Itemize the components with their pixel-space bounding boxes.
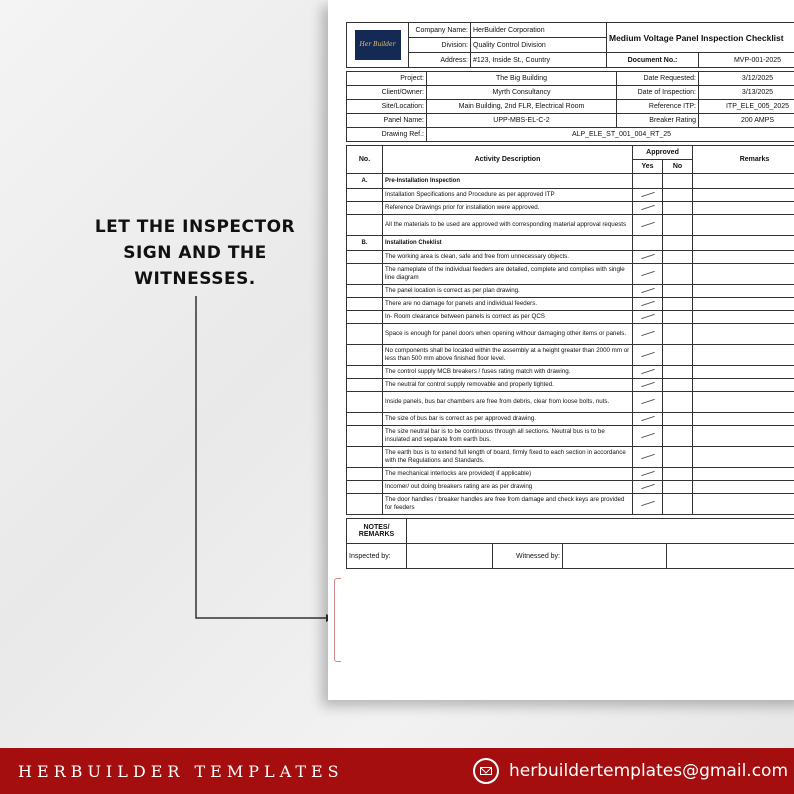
col-remarks-header: Remarks	[693, 146, 794, 174]
reference-itp-value: ITP_ELE_005_2025	[699, 100, 794, 114]
activity-description: The mechanical interlocks are provided( if applicable)	[383, 468, 633, 481]
check-mark-icon	[641, 483, 655, 489]
remarks-cell[interactable]	[693, 298, 794, 311]
annotation-line-3: WITNESSES.	[134, 269, 256, 289]
remarks-cell[interactable]	[693, 311, 794, 324]
row-number	[347, 426, 383, 447]
approved-no-cell[interactable]	[663, 324, 693, 345]
approved-yes-cell[interactable]	[633, 311, 663, 324]
remarks-cell[interactable]	[693, 413, 794, 426]
table-row	[347, 189, 794, 202]
document-title: Medium Voltage Panel Inspection Checklist	[607, 23, 794, 53]
check-mark-icon	[641, 351, 655, 357]
activity-description: The size neutral bar is to be continuous through all sections. Neutral bus is to be insulated and separate from earth bus.	[383, 426, 633, 447]
activity-description: The size of bus bar is correct as per approved drawing.	[383, 413, 633, 426]
activity-description: There are no damage for panels and individual feeders.	[383, 298, 633, 311]
table-row	[347, 494, 794, 515]
approved-yes-cell[interactable]	[633, 298, 663, 311]
section-row	[347, 236, 794, 251]
table-row	[347, 215, 794, 236]
inspected-by-signature[interactable]	[407, 544, 493, 569]
notes-field[interactable]	[407, 519, 794, 544]
remarks-cell[interactable]	[693, 264, 794, 285]
activity-description: All the materials to be used are approved with corresponding material approval requests	[383, 215, 633, 236]
table-row	[347, 379, 794, 392]
table-row	[347, 481, 794, 494]
activity-description: The working area is clean, safe and free from unnecessary objects.	[383, 251, 633, 264]
approved-yes-cell[interactable]	[633, 366, 663, 379]
approved-no-cell[interactable]	[663, 298, 693, 311]
info-table	[346, 71, 794, 142]
remarks-cell[interactable]	[693, 379, 794, 392]
date-inspection-label: Date of Inspection:	[617, 86, 699, 100]
table-row	[347, 392, 794, 413]
docno-label: Document No.:	[607, 53, 699, 68]
approved-no-cell[interactable]	[663, 215, 693, 236]
site-value: Main Building, 2nd FLR, Electrical Room	[427, 100, 617, 114]
check-mark-icon	[641, 270, 655, 276]
check-mark-icon	[641, 368, 655, 374]
activity-description: Reference Drawings prior for installation were approved.	[383, 202, 633, 215]
section-number: B.	[347, 236, 383, 251]
check-mark-icon	[641, 500, 655, 506]
panel-label: Panel Name:	[347, 114, 427, 128]
row-number	[347, 215, 383, 236]
row-number	[347, 298, 383, 311]
mail-icon	[473, 758, 499, 784]
activity-description: The door handles / breaker handles are free from damage and check keys are provided for feeders	[383, 494, 633, 515]
col-activity-header: Activity Description	[383, 146, 633, 174]
email-address[interactable]: herbuildertemplates@gmail.com	[509, 761, 788, 781]
remarks-cell[interactable]	[693, 345, 794, 366]
panel-value: UPP-MBS-EL-C-2	[427, 114, 617, 128]
check-mark-icon	[641, 381, 655, 387]
footer-table	[346, 518, 794, 569]
client-value: Myrth Consultancy	[427, 86, 617, 100]
remarks-cell[interactable]	[693, 426, 794, 447]
approved-yes-cell[interactable]	[633, 481, 663, 494]
approved-yes-cell[interactable]	[633, 215, 663, 236]
witnessed-by-signature[interactable]	[563, 544, 667, 569]
section-number: A.	[347, 174, 383, 189]
drawing-value: ALP_ELE_ST_001_004_RT_25	[427, 128, 794, 142]
approved-yes-cell[interactable]	[633, 379, 663, 392]
activity-description: Space is enough for panel doors when opening withour damaging other items or panels.	[383, 324, 633, 345]
approved-yes-cell[interactable]	[633, 392, 663, 413]
remarks-cell[interactable]	[693, 324, 794, 345]
drawing-label: Drawing Ref.:	[347, 128, 427, 142]
approved-no-cell[interactable]	[663, 189, 693, 202]
table-row	[347, 324, 794, 345]
table-row	[347, 366, 794, 379]
row-number	[347, 189, 383, 202]
row-number	[347, 264, 383, 285]
check-mark-icon	[641, 453, 655, 459]
section-empty-cell	[663, 174, 693, 189]
activity-description: In- Room clearance between panels is correct as per QCS	[383, 311, 633, 324]
approved-yes-cell[interactable]	[633, 426, 663, 447]
remarks-cell[interactable]	[693, 366, 794, 379]
breaker-value: 200 AMPS	[699, 114, 794, 128]
remarks-cell[interactable]	[693, 202, 794, 215]
activity-description: Installation Specifications and Procedure as per approved ITP	[383, 189, 633, 202]
check-mark-icon	[641, 191, 655, 197]
annotation-line-1: LET THE INSPECTOR	[94, 217, 296, 237]
row-number	[347, 379, 383, 392]
approved-no-cell[interactable]	[663, 311, 693, 324]
table-row	[347, 447, 794, 468]
approved-yes-cell[interactable]	[633, 494, 663, 515]
remarks-cell[interactable]	[693, 494, 794, 515]
section-empty-cell	[693, 236, 794, 251]
logo-cell	[347, 23, 409, 68]
approved-no-cell[interactable]	[663, 285, 693, 298]
annotation-line-2: SIGN AND THE	[123, 243, 267, 263]
row-number	[347, 481, 383, 494]
approved-no-cell[interactable]	[663, 447, 693, 468]
row-number	[347, 494, 383, 515]
header-table	[346, 22, 794, 68]
table-row	[347, 264, 794, 285]
approved-no-cell[interactable]	[663, 481, 693, 494]
section-title: Pre-Installation Inspection	[383, 174, 633, 189]
approved-no-cell[interactable]	[663, 202, 693, 215]
activity-description: The control supply MCB breakers / fuses rating match with drawing.	[383, 366, 633, 379]
approved-yes-cell[interactable]	[633, 413, 663, 426]
activity-description: Incomer/ out doing breakers rating are as per drawing	[383, 481, 633, 494]
table-row	[347, 345, 794, 366]
checklist-sheet	[328, 0, 794, 700]
table-row	[347, 413, 794, 426]
table-row	[347, 311, 794, 324]
company-value: HerBuilder Corporation	[471, 23, 607, 38]
date-requested-label: Date Requested:	[617, 72, 699, 86]
activity-description: Inside panels, bus bar chambers are free from debris, clear from loose bolts, nuts.	[383, 392, 633, 413]
witness-extra-field[interactable]	[667, 544, 794, 569]
footer-bracket	[334, 578, 341, 662]
row-number	[347, 311, 383, 324]
row-number	[347, 366, 383, 379]
approved-no-cell[interactable]	[663, 345, 693, 366]
email-contact[interactable]	[473, 758, 788, 784]
check-mark-icon	[641, 415, 655, 421]
remarks-cell[interactable]	[693, 392, 794, 413]
row-number	[347, 392, 383, 413]
col-no2-header: No	[663, 160, 693, 174]
section-empty-cell	[633, 236, 663, 251]
brand-name: HERBUILDER TEMPLATES	[18, 761, 344, 781]
company-logo: Her Builder	[355, 30, 401, 60]
approved-no-cell[interactable]	[663, 264, 693, 285]
check-mark-icon	[641, 470, 655, 476]
remarks-cell[interactable]	[693, 447, 794, 468]
table-row	[347, 251, 794, 264]
section-empty-cell	[633, 174, 663, 189]
client-label: Client/Owner:	[347, 86, 427, 100]
breaker-label: Breaker Rating	[617, 114, 699, 128]
date-requested-value: 3/12/2025	[699, 72, 794, 86]
remarks-cell[interactable]	[693, 285, 794, 298]
project-value: The Big Building	[427, 72, 617, 86]
remarks-cell[interactable]	[693, 189, 794, 202]
notes-label: NOTES/ REMARKS	[347, 519, 407, 544]
approved-yes-cell[interactable]	[633, 324, 663, 345]
approved-yes-cell[interactable]	[633, 251, 663, 264]
activity-description: The earth bus is to extend full length of board, firmly fixed to each section in accordance with the Regulations and Standards.	[383, 447, 633, 468]
approved-yes-cell[interactable]	[633, 285, 663, 298]
address-label: Address:	[409, 53, 471, 68]
table-row	[347, 298, 794, 311]
row-number	[347, 413, 383, 426]
approved-yes-cell[interactable]	[633, 189, 663, 202]
col-approved-header: Approved	[633, 146, 693, 160]
approved-no-cell[interactable]	[663, 426, 693, 447]
remarks-cell[interactable]	[693, 468, 794, 481]
col-yes-header: Yes	[633, 160, 663, 174]
division-value: Quality Control Division	[471, 38, 607, 53]
approved-no-cell[interactable]	[663, 392, 693, 413]
date-inspection-value: 3/13/2025	[699, 86, 794, 100]
company-label: Company Name:	[409, 23, 471, 38]
section-empty-cell	[663, 236, 693, 251]
check-mark-icon	[641, 398, 655, 404]
section-empty-cell	[693, 174, 794, 189]
division-label: Division:	[409, 38, 471, 53]
section-row	[347, 174, 794, 189]
approved-no-cell[interactable]	[663, 468, 693, 481]
col-no-header: No.	[347, 146, 383, 174]
row-number	[347, 447, 383, 468]
table-row	[347, 426, 794, 447]
inspected-by-label: Inspected by:	[347, 544, 407, 569]
remarks-cell[interactable]	[693, 215, 794, 236]
check-mark-icon	[641, 221, 655, 227]
approved-no-cell[interactable]	[663, 379, 693, 392]
check-mark-icon	[641, 313, 655, 319]
check-mark-icon	[641, 204, 655, 210]
docno-value: MVP-001-2025	[699, 53, 794, 68]
approved-no-cell[interactable]	[663, 366, 693, 379]
table-row	[347, 468, 794, 481]
row-number	[347, 285, 383, 298]
activity-description: The panel location is correct as per plan drawing.	[383, 285, 633, 298]
approved-yes-cell[interactable]	[633, 468, 663, 481]
remarks-cell[interactable]	[693, 251, 794, 264]
approved-no-cell[interactable]	[663, 251, 693, 264]
site-label: Site/Location:	[347, 100, 427, 114]
check-mark-icon	[641, 432, 655, 438]
activity-description: The nameplate of the individual feeders are detailed, complete and complies with single line diagram	[383, 264, 633, 285]
checklist-table	[346, 145, 794, 515]
row-number	[347, 345, 383, 366]
approved-yes-cell[interactable]	[633, 202, 663, 215]
check-mark-icon	[641, 330, 655, 336]
approved-yes-cell[interactable]	[633, 447, 663, 468]
project-label: Project:	[347, 72, 427, 86]
table-row	[347, 202, 794, 215]
approved-yes-cell[interactable]	[633, 264, 663, 285]
activity-description: The neutral for control supply removable and properly tighted.	[383, 379, 633, 392]
row-number	[347, 324, 383, 345]
witnessed-by-label: Witnessed by:	[493, 544, 563, 569]
table-row	[347, 285, 794, 298]
check-mark-icon	[641, 300, 655, 306]
section-title: Installation Cheklist	[383, 236, 633, 251]
check-mark-icon	[641, 287, 655, 293]
approved-no-cell[interactable]	[663, 413, 693, 426]
row-number	[347, 202, 383, 215]
approved-no-cell[interactable]	[663, 494, 693, 515]
check-mark-icon	[641, 253, 655, 259]
row-number	[347, 251, 383, 264]
approved-yes-cell[interactable]	[633, 345, 663, 366]
row-number	[347, 468, 383, 481]
reference-itp-label: Reference ITP:	[617, 100, 699, 114]
activity-description: No components shall be located within the assembly at a height greater than 2000 mm or less than 500 mm above finished floor level.	[383, 345, 633, 366]
remarks-cell[interactable]	[693, 481, 794, 494]
address-value: #123, Inside St., Country	[471, 53, 607, 68]
brand-banner	[0, 748, 794, 794]
